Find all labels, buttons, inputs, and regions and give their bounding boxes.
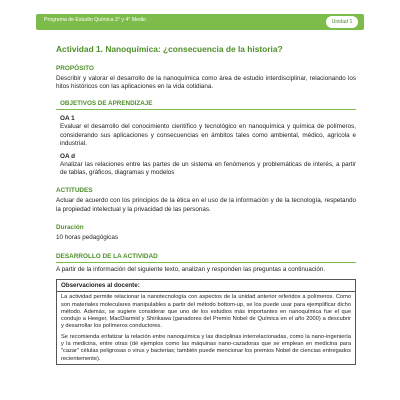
teacher-notes-title: Observaciones al docente: (57, 280, 355, 292)
objective-item (56, 115, 356, 148)
teacher-note-paragraph: La actividad permite relacionar la nanotecnología con aspectos de la unidad anterior referidos a polímeros. Como son materiales moleculares manipulables a partir del método bottom-up, se los puede usar para ejemplificar dicho método. Además, se sugiere considerar que uno de los estudios más importantes en nanoquímica fue el que condujo a Heeger, MacDiarmid y Shirikawa (ganadores del Premio Nobel de Química en el año 2000) a descubrir y desarrollar los polímeros conductores. (61, 294, 351, 330)
duration-heading: Duración (56, 223, 84, 231)
unit-badge (326, 16, 358, 28)
attitudes-heading: ACTITUDES (56, 187, 93, 195)
attitudes-text: Actuar de acuerdo con los principios de la ética en el uso de la información y de la tecnología, respetando la propiedad intelectual y la privacidad de las personas. (56, 197, 356, 213)
purpose-heading: PROPÓSITO (56, 65, 94, 72)
teacher-note-paragraph: Se recomienda enfatizar la relación entre nanoquímica y las disciplinas interrelacionadas, como la nano-ingeniería y la medicina, entre otras (dé ejemplos como las máquinas nano-cazadoras que se emplean en medicina para "cazar" células peligrosas o virus y bacterias; también puede mencionar los premios Nobel de ciencias entregados recientemente). (61, 333, 351, 362)
objective-text: Analizar las relaciones entre las partes de un sistema en fenómenos y problemáticas de interés, a partir de tablas, gráficos, diagramas y modelos (60, 161, 356, 177)
teacher-notes-box (56, 279, 356, 365)
teacher-notes-body (57, 292, 355, 363)
objective-code: OA 1 (60, 115, 75, 123)
development-heading: DESARROLLO DE LA ACTIVIDAD (56, 253, 356, 263)
objectives-heading: OBJETIVOS DE APRENDIZAJE (56, 100, 356, 110)
objective-item (56, 153, 356, 177)
duration-text: 10 horas pedagógicas (56, 233, 118, 241)
objective-code: OA d (60, 153, 76, 161)
development-intro: A partir de la información del siguiente texto, analizan y responden las preguntas a continuación. (56, 266, 326, 274)
activity-title: Actividad 1. Nanoquímica: ¿consecuencia de la historia? (56, 44, 283, 54)
objective-text: Evaluar el desarrollo del conocimiento científico y tecnológico en nanoquímica y química de polímeros, considerando sus aplicaciones y consecuencias en ámbitos tales como ambiental, médico, agrícola e industrial. (60, 123, 356, 147)
purpose-text: Describir y valorar el desarrollo de la nanoquímica como área de estudio interdisciplinar, relacionando los hitos históricos con las aplicaciones en la vida cotidiana. (56, 75, 356, 91)
program-title: Programa de Estudio Química 3° y 4° Medio (44, 17, 146, 23)
unit-label: Unidad 1 (331, 19, 353, 25)
page-content (56, 44, 356, 365)
header-bar (36, 14, 364, 30)
